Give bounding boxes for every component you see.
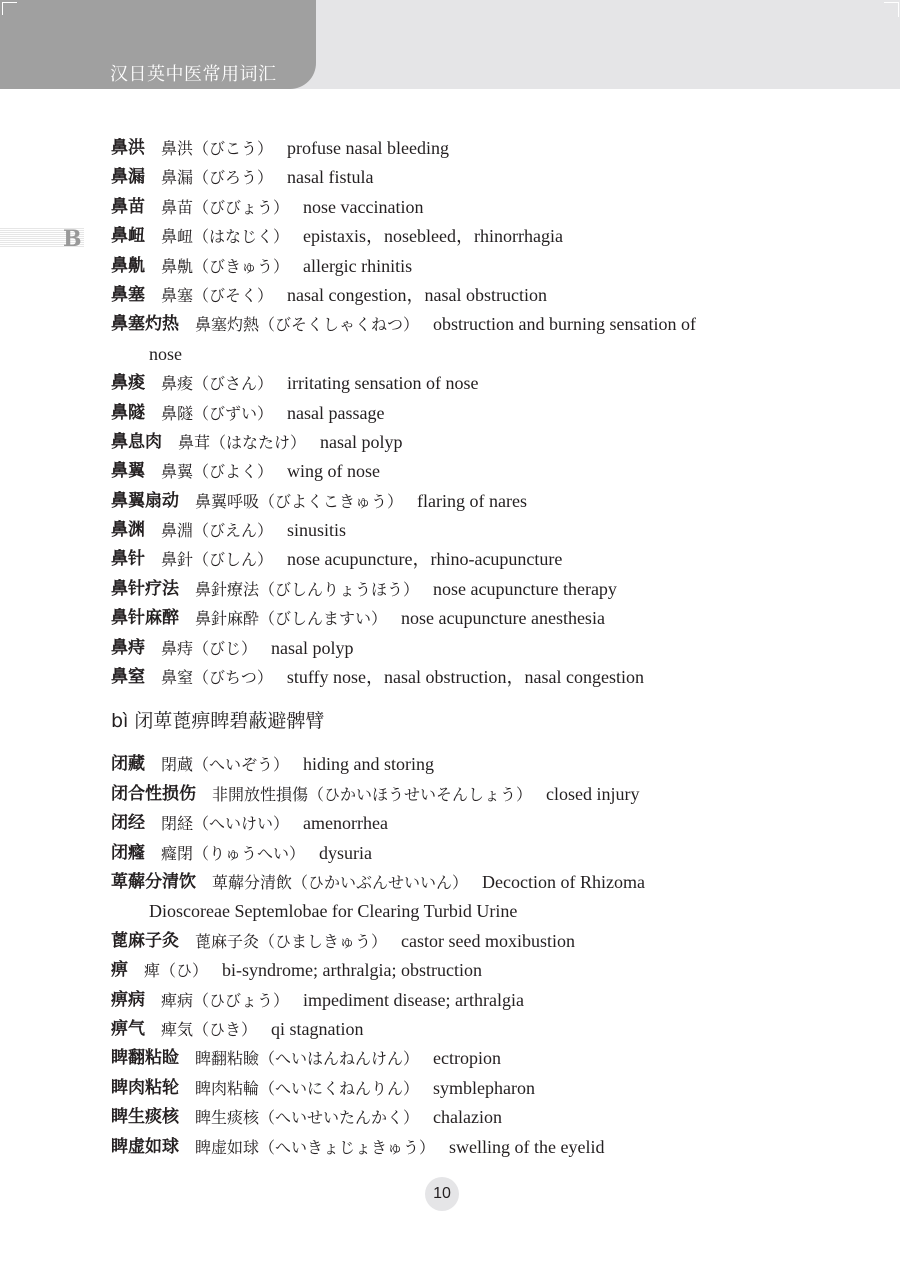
english-term: nasal passage: [287, 402, 385, 423]
japanese-term: 鼻苗（びびょう）: [161, 197, 290, 217]
japanese-term: 鼻茸（はなたけ）: [178, 432, 307, 452]
japanese-term: 睥肉粘輪（へいにくねんりん）: [195, 1078, 420, 1098]
headword: 睥肉粘轮: [111, 1077, 179, 1098]
japanese-term: 蓖麻子灸（ひましきゅう）: [195, 931, 388, 951]
headword: 痹气: [111, 1018, 145, 1039]
japanese-term: 痺病（ひびょう）: [161, 990, 290, 1010]
headword: 闭合性损伤: [111, 783, 196, 804]
headword: 鼻针疗法: [111, 578, 179, 599]
glossary-entry: [111, 487, 791, 516]
headword: 鼻漏: [111, 167, 145, 188]
glossary-entry: [111, 1133, 791, 1162]
japanese-term: 非開放性損傷（ひかいほうせいそんしょう）: [212, 784, 533, 804]
glossary-entry: [111, 545, 791, 574]
glossary-entry: [111, 281, 791, 310]
headword: 鼻鼽: [111, 255, 145, 276]
japanese-term: 鼻塞（びそく）: [161, 285, 274, 305]
english-term: ectropion: [433, 1048, 501, 1069]
english-term: chalazion: [433, 1107, 502, 1128]
english-term: epistaxis，nosebleed，rhinorrhagia: [303, 226, 563, 247]
english-term: nose vaccination: [303, 196, 424, 217]
headword: 鼻渊: [111, 520, 145, 541]
headword: 痹病: [111, 989, 145, 1010]
headword: 鼻隧: [111, 402, 145, 423]
glossary-entry: [111, 839, 791, 868]
glossary-entry: [111, 399, 791, 428]
japanese-term: 鼻翼呼吸（びよくこきゅう）: [195, 491, 404, 511]
english-term: nasal congestion，nasal obstruction: [287, 284, 547, 305]
glossary-entry: [111, 604, 791, 633]
headword: 闭经: [111, 813, 145, 834]
english-term: nasal polyp: [271, 637, 354, 658]
headword: 鼻息肉: [111, 431, 162, 452]
glossary-entry: [111, 193, 791, 222]
section-heading: bì 闭萆蓖痹睥碧蔽避髀臂: [111, 710, 325, 733]
english-term: nose: [149, 343, 182, 364]
glossary-entry: [111, 956, 791, 985]
japanese-term: 鼻痔（びじ）: [161, 638, 258, 658]
headword: 闭癃: [111, 842, 145, 863]
japanese-term: 睥虚如球（へいきょじょきゅう）: [195, 1137, 436, 1157]
glossary-entry: [111, 369, 791, 398]
headword: 鼻衄: [111, 226, 145, 247]
glossary-entry: [111, 1103, 791, 1132]
glossary-entry: [111, 1044, 791, 1073]
japanese-term: 痺（ひ）: [144, 961, 209, 981]
english-term: wing of nose: [287, 461, 381, 482]
glossary-entry: [111, 809, 791, 838]
japanese-term: 鼻漏（びろう）: [161, 168, 274, 188]
glossary-entry: [111, 750, 791, 779]
glossary-entry: [111, 222, 791, 251]
japanese-term: 鼻淵（びえん）: [161, 521, 274, 541]
page-number: 10: [425, 1177, 459, 1211]
english-term: flaring of nares: [417, 490, 527, 511]
glossary-entry: [111, 575, 791, 604]
headword: 鼻针: [111, 549, 145, 570]
headword: 鼻翼扇动: [111, 490, 179, 511]
english-term: Decoction of Rhizoma: [482, 871, 645, 892]
japanese-term: 睥生痰核（へいせいたんかく）: [195, 1108, 420, 1128]
glossary-entry: [111, 780, 791, 809]
crop-mark: [884, 2, 899, 17]
english-term: stuffy nose，nasal obstruction，nasal congestion: [286, 667, 644, 688]
english-term: symblepharon: [433, 1077, 535, 1098]
crop-mark: [2, 2, 17, 15]
japanese-term: 鼻針（びしん）: [161, 550, 274, 570]
japanese-term: 鼻鼽（びきゅう）: [161, 256, 290, 276]
glossary-entry: [111, 927, 791, 956]
japanese-term: 鼻衄（はなじく）: [161, 227, 290, 247]
english-term: dysuria: [319, 842, 373, 863]
glossary-entry: [111, 428, 791, 457]
glossary-entry: [111, 1074, 791, 1103]
japanese-term: 鼻痠（びさん）: [161, 374, 274, 394]
english-term: hiding and storing: [303, 754, 435, 775]
english-term: nasal polyp: [320, 431, 403, 452]
english-term: nose acupuncture，rhino-acupuncture: [287, 549, 563, 570]
thumb-index-letter: B: [63, 226, 82, 252]
english-term: nose acupuncture anesthesia: [401, 608, 605, 629]
glossary-section-bi4: [111, 750, 791, 1161]
english-term: allergic rhinitis: [303, 255, 413, 276]
headword: 睥虚如球: [111, 1136, 179, 1157]
english-term: Dioscoreae Septemlobae for Clearing Turbid Urine: [149, 901, 518, 922]
english-term: bi-syndrome; arthralgia; obstruction: [222, 960, 482, 981]
japanese-term: 鼻翼（びよく）: [161, 462, 274, 482]
japanese-term: 閉経（へいけい）: [161, 814, 290, 834]
headword: 蓖麻子灸: [111, 930, 179, 951]
japanese-term: 鼻洪（びこう）: [161, 139, 274, 158]
headword: 鼻洪: [111, 138, 145, 158]
headword: 鼻针麻醉: [111, 608, 179, 629]
glossary-entry: [111, 134, 791, 163]
headword: 鼻苗: [111, 196, 145, 217]
headword: 鼻塞: [111, 284, 145, 305]
glossary-entry: [111, 986, 791, 1015]
japanese-term: 鼻針療法（びしんりょうほう）: [195, 579, 420, 599]
japanese-term: 萆薢分清飲（ひかいぶんせいいん）: [212, 872, 469, 892]
english-term: qi stagnation: [271, 1018, 364, 1039]
headword: 痹: [111, 960, 128, 981]
english-term: profuse nasal bleeding: [287, 138, 449, 158]
english-term-continuation: [111, 897, 791, 926]
english-term: impediment disease; arthralgia: [303, 989, 524, 1010]
headword: 鼻塞灼热: [111, 314, 179, 335]
japanese-term: 睥翻粘瞼（へいはんねんけん）: [195, 1049, 420, 1069]
glossary-content: [111, 134, 791, 1162]
glossary-section-bi2: [111, 134, 791, 692]
english-term: swelling of the eyelid: [449, 1136, 605, 1157]
japanese-term: 鼻隧（びずい）: [161, 403, 274, 423]
glossary-entry: [111, 1015, 791, 1044]
headword: 鼻痔: [111, 637, 145, 658]
headword: 鼻翼: [111, 461, 145, 482]
english-term: sinusitis: [287, 520, 347, 541]
glossary-entry: [111, 516, 791, 545]
headword: 鼻窒: [111, 667, 145, 688]
english-term: irritating sensation of nose: [287, 373, 479, 394]
headword: 睥翻粘睑: [111, 1048, 179, 1069]
english-term: nasal fistula: [287, 167, 374, 188]
japanese-term: 痺気（ひき）: [161, 1019, 258, 1039]
japanese-term: 癃閉（りゅうへい）: [161, 843, 306, 863]
book-title: 汉日英中医常用词汇: [110, 64, 277, 85]
headword: 睥生痰核: [111, 1107, 179, 1128]
english-term: closed injury: [546, 783, 640, 804]
english-term: castor seed moxibustion: [401, 930, 575, 951]
japanese-term: 鼻塞灼熱（びそくしゃくねつ）: [195, 315, 420, 335]
headword: 闭藏: [111, 754, 145, 775]
english-term: nose acupuncture therapy: [433, 578, 617, 599]
glossary-entry: [111, 663, 791, 692]
glossary-entry: [111, 457, 791, 486]
headword: 鼻痠: [111, 373, 145, 394]
japanese-term: 鼻窒（びちつ）: [161, 668, 273, 688]
glossary-entry: [111, 163, 791, 192]
glossary-entry: [111, 868, 791, 897]
glossary-entry: [111, 310, 791, 339]
japanese-term: 鼻針麻酔（びしんますい）: [195, 609, 388, 629]
english-term: obstruction and burning sensation of: [433, 314, 696, 335]
headword: 萆薢分清饮: [111, 871, 196, 892]
glossary-entry: [111, 252, 791, 281]
japanese-term: 閉蔵（へいぞう）: [161, 755, 290, 775]
glossary-entry: [111, 634, 791, 663]
english-term-continuation: [111, 340, 791, 369]
english-term: amenorrhea: [303, 813, 388, 834]
